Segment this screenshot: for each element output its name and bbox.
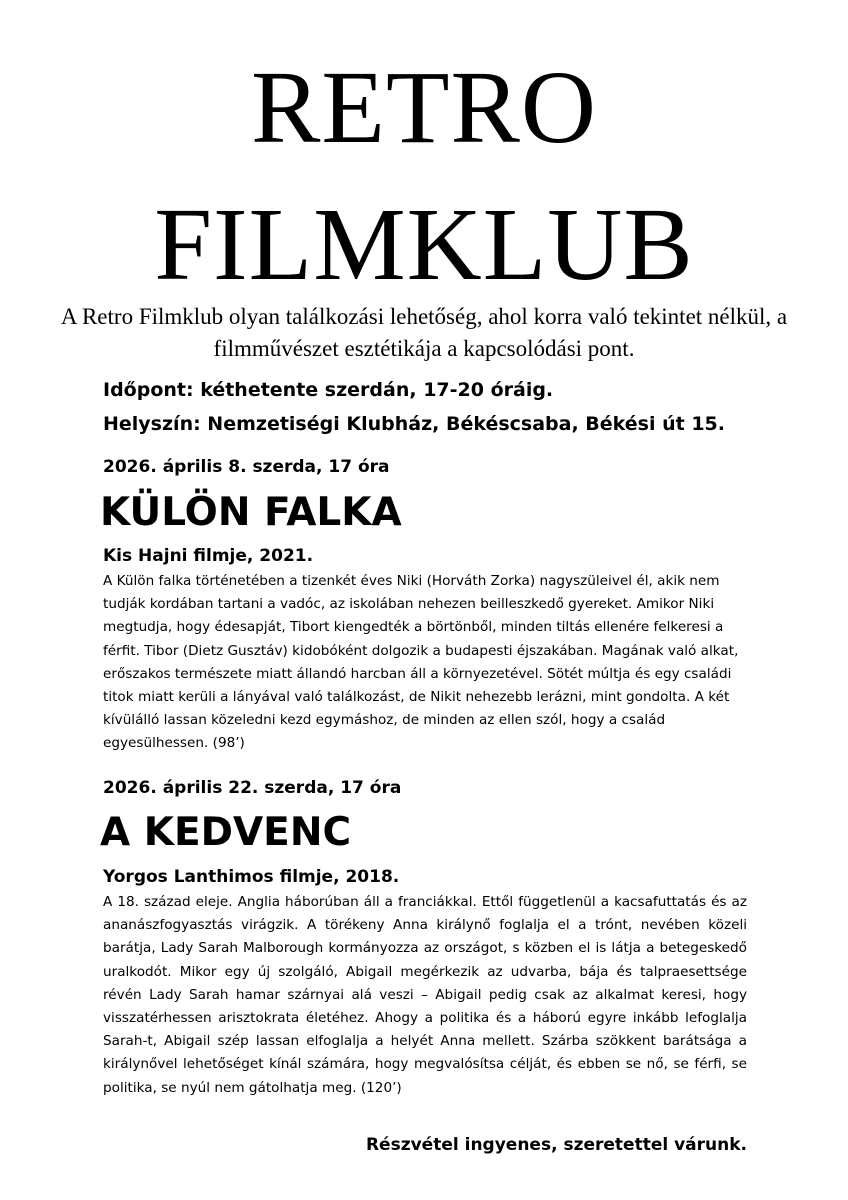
film-director: Kis Hajni filmje, 2021. xyxy=(103,546,314,566)
film-title: A KEDVENC xyxy=(100,810,352,855)
film-director: Yorgos Lanthimos filmje, 2018. xyxy=(103,867,400,887)
footer-invitation: Részvétel ingyenes, szeretettel várunk. xyxy=(365,1135,747,1155)
film-date: 2026. április 8. szerda, 17 óra xyxy=(103,457,390,477)
film-description: A 18. század eleje. Anglia háborúban áll a franciákkal. Ettől függetlenül a kacsafuttatás és az ananászfogyasztás virágzik. A törékeny Anna királynő foglalja el a trónt, nevében közeli barátja, Lady Sarah Malborough kormányozza az országot, s közben el is látja a betegeskedő uralkodót. Mikor egy új szolgáló, Abigail megérkezik az udvarba, bája és talpraesettsége révén Lady Sarah hamar szárnyai alá veszi – Abigail pedig csak az alkalmat keresi, hogy visszatérhessen arisztokrata életéhez. Ahogy a politika és a háború egyre inkább lefoglalja Sarah-t, Abigail szép lassan elfoglalja a helyét Anna mellett. Szárba szökkent barátsága a királynővel lehetőséget kínál számára, hogy megvalósítsa célját, és ebben se nő, se férfi, se politika, se nyúl nem gátolhatja meg. (120’) xyxy=(103,894,747,1096)
poster-title-line-2: FILMKLUB xyxy=(154,187,694,302)
film-title: KÜLÖN FALKA xyxy=(100,490,402,535)
intro-text: A Retro Filmklub olyan találkozási lehetőség, ahol korra való tekintet nélkül, a filmművészet esztétikája a kapcsolódási pont. xyxy=(60,304,788,361)
film-date: 2026. április 22. szerda, 17 óra xyxy=(103,778,402,798)
schedule-info: Időpont: kéthetente szerdán, 17-20 óráig. xyxy=(103,379,554,401)
film-description: A Külön falka történetében a tizenkét éves Niki (Horváth Zorka) nagyszüleivel él, akik nem tudják kordában tartani a vadóc, az iskolában nehezen beilleszkedő gyereket. Amikor Niki megtudja, hogy édesapját, Tibort kiengedték a börtönből, minden tiltás ellenére felkeresi a férfit. Tibor (Dietz Gusztáv) kidobóként dolgozik a budapesti éjszakában. Magának való alkat, erőszakos természete miatt állandó harcban áll a környezetével. Sötét múltja és egy családi titok miatt kerüli a lányával való találkozást, de Nikit nehezebb lerázni, mint gondolta. A két kívülálló lassan közeledni kezd egymáshoz, de minden az ellen szól, hogy a család egyesülhessen. (98’) xyxy=(103,573,739,752)
poster-title-line-1: RETRO xyxy=(251,50,597,165)
location-info: Helyszín: Nemzetiségi Klubház, Békéscsaba, Békési út 15. xyxy=(103,413,725,435)
